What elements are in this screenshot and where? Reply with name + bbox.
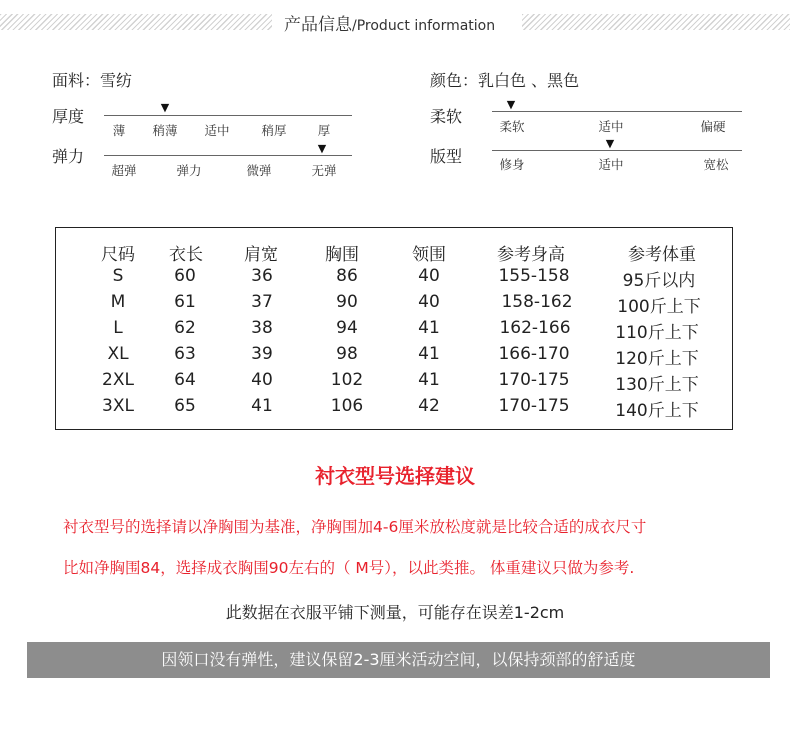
table-cell: 62 [174,318,196,338]
table-cell: 40 [418,292,440,312]
table-cell: 64 [174,370,196,390]
table-cell: 102 [330,370,364,390]
table-cell: 90 [336,292,358,312]
scale-option: 无弹 [311,163,337,178]
scale-option: 弹力 [176,163,202,178]
table-cell: M [110,292,126,312]
header-hatch-right [522,14,790,30]
table-cell: 40 [418,266,440,286]
table-cell: 41 [418,318,440,338]
table-cell: 41 [251,396,273,416]
section-title-cn: 产品信息 [284,15,352,35]
fabric-info: 面料：雪纺 [52,71,133,90]
table-header-height: 参考身高 [497,245,565,265]
scale-option: 超弹 [111,163,137,178]
scale-option: 柔软 [499,119,525,134]
table-cell: 98 [336,344,358,364]
table-header-length: 衣长 [169,245,203,265]
table-cell: 39 [251,344,273,364]
scale-line [492,111,742,112]
scale-option: 适中 [598,119,624,134]
table-cell: 170-175 [498,396,570,416]
table-cell: 120斤上下 [615,349,699,369]
table-header-shoulder: 肩宽 [244,245,278,265]
recommendation-text-1: 衬衣型号的选择请以净胸围为基准，净胸围加4-6厘米放松度就是比较合适的成衣尺寸 [63,518,647,536]
scale-option: 适中 [598,157,624,172]
scale-option: 偏硬 [700,119,726,134]
table-cell: 63 [174,344,196,364]
table-cell: 155-158 [498,266,570,286]
table-cell: L [113,318,123,338]
color-info: 颜色：乳白色 、黑色 [430,71,580,90]
scale-option: 稍薄 [152,123,178,138]
scale-option: 宽松 [703,157,729,172]
table-cell: S [112,266,124,286]
table-cell: 3XL [102,396,134,416]
scale-label: 柔软 [430,107,463,126]
table-cell: 36 [251,266,273,286]
scale-option: 微弹 [246,163,272,178]
table-header-collar: 领围 [412,245,446,265]
table-cell: 100斤上下 [617,297,701,317]
table-header-size: 尺码 [101,245,135,265]
table-cell: 40 [251,370,273,390]
selected-marker-icon: ▼ [160,101,170,114]
table-cell: XL [107,344,129,364]
table-cell: 166-170 [498,344,570,364]
scale-option: 修身 [499,157,525,172]
scale-option: 薄 [112,123,126,138]
table-cell: 94 [336,318,358,338]
table-cell: 38 [251,318,273,338]
scale-option: 适中 [204,123,230,138]
scale-line [104,155,352,156]
table-cell: 130斤上下 [615,375,699,395]
scale-option: 厚 [317,123,331,138]
table-cell: 41 [418,344,440,364]
table-cell: 86 [336,266,358,286]
table-cell: 106 [330,396,364,416]
footer-note-bar: 因领口没有弹性，建议保留2-3厘米活动空间，以保持颈部的舒适度 [27,642,770,678]
table-cell: 2XL [102,370,134,390]
table-cell: 65 [174,396,196,416]
table-cell: 60 [174,266,196,286]
table-cell: 41 [418,370,440,390]
table-header-weight: 参考体重 [628,245,696,265]
table-header-chest: 胸围 [325,245,359,265]
table-cell: 95斤以内 [622,271,696,291]
table-cell: 110斤上下 [615,323,699,343]
header-hatch-left [0,14,272,30]
table-cell: 37 [251,292,273,312]
section-title-en: /Product information [352,18,496,34]
table-cell: 140斤上下 [615,401,699,421]
selected-marker-icon: ▼ [317,142,327,155]
scale-label: 厚度 [52,107,85,126]
scale-label: 版型 [430,147,463,166]
table-cell: 158-162 [501,292,573,312]
scale-line [492,150,742,151]
scale-label: 弹力 [52,147,85,166]
section-title [284,10,495,35]
table-cell: 162-166 [499,318,571,338]
selected-marker-icon: ▼ [605,137,615,150]
table-cell: 61 [174,292,196,312]
table-cell: 42 [418,396,440,416]
table-cell: 170-175 [498,370,570,390]
scale-line [104,115,352,116]
recommendation-title: 衬衣型号选择建议 [315,464,475,488]
selected-marker-icon: ▼ [506,98,516,111]
measurement-note: 此数据在衣服平铺下测量，可能存在误差1-2cm [225,603,565,622]
size-table [55,227,733,430]
scale-option: 稍厚 [261,123,287,138]
recommendation-text-2: 比如净胸围84，选择成衣胸围90左右的（ M号），以此类推。 体重建议只做为参考. [63,559,635,577]
